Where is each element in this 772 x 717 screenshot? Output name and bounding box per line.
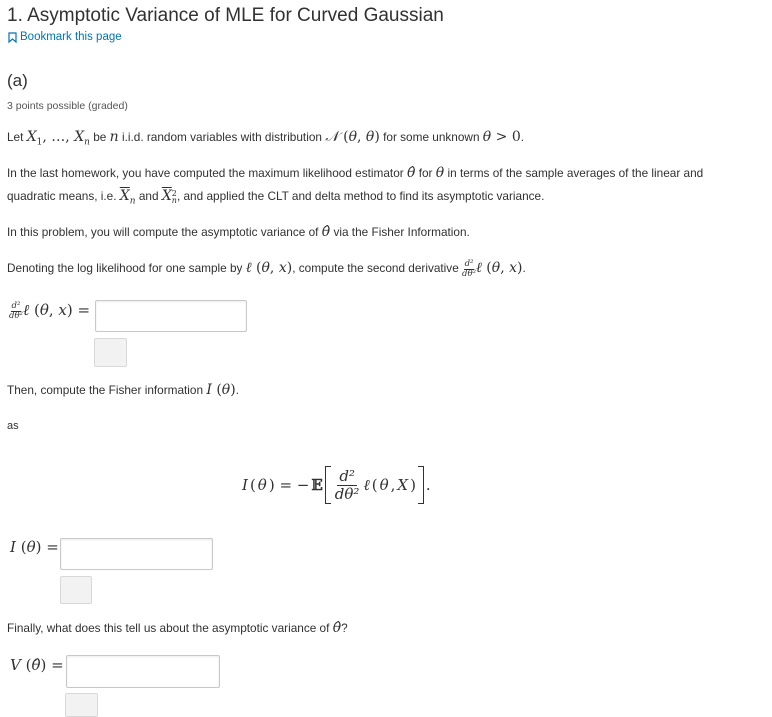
para6-text-b: ? [341, 621, 348, 635]
para2-text-d: quadratic means, i.e. [7, 189, 117, 203]
page-title: 1. Asymptotic Variance of MLE for Curved Gaussian [7, 5, 444, 26]
second-derivative-label: $\frac{\text{d²}}{\text{dθ²}}$ ℓ (θ, x) = [9, 301, 91, 321]
para5-text-a: Then, compute the Fisher information [7, 383, 204, 397]
fisher-info-input[interactable] [60, 538, 213, 570]
para3-text-a: In this problem, you will compute the asymptotic variance of [7, 225, 319, 239]
intro-for-text: for some unknown [383, 130, 480, 144]
bookmark-link[interactable] [8, 31, 122, 43]
homework-paragraph-line2: quadratic means, i.e. $\overline{X}_n$ and $\overline{X}$ 2 n , and applied the CLT and delta method to find its asymptotic variance. [7, 188, 545, 207]
homework-paragraph-line1: In the last homework, you have computed the maximum likelihood estimator θ̂ for θ in terms of the sample averages of the linear and [7, 165, 704, 181]
para2-text-e: and [138, 189, 159, 203]
variance-preview [65, 693, 98, 717]
para2-text-c: in terms of the sample averages of the linear and [447, 166, 704, 180]
variance-label: V (θ̂) = [10, 656, 64, 674]
fisher-info-preview [60, 576, 92, 604]
points-info: 3 points possible (graded) [7, 100, 128, 112]
fisher-intro-paragraph: In this problem, you will compute the asymptotic variance of θ̂ via the Fisher Information. [7, 224, 470, 240]
fisher-info-paragraph: Then, compute the Fisher information I (θ). [7, 382, 239, 398]
para4-text-a: Denoting the log likelihood for one sample by [7, 261, 243, 276]
second-derivative-input[interactable] [95, 300, 247, 332]
bookmark-icon [8, 32, 17, 43]
asymptotic-variance-paragraph: Finally, what does this tell us about the asymptotic variance of θ̂? [7, 620, 348, 636]
variance-input[interactable] [66, 655, 220, 688]
para3-text-b: via the Fisher Information. [333, 225, 470, 239]
para2-text-a: In the last homework, you have computed the maximum likelihood estimator [7, 166, 404, 180]
log-likelihood-paragraph: Denoting the log likelihood for one sample by ℓ (θ, x), compute the second derivative $\frac{\text{d²}}{\text{dθ²}}$ ℓ (θ, x). [7, 259, 526, 279]
intro-mid-text: i.i.d. random variables with distribution [121, 130, 322, 144]
part-label: (a) [7, 71, 28, 90]
para4-text-b: , compute the second derivative [292, 261, 459, 276]
fisher-info-label: I (θ) = [10, 538, 59, 556]
second-derivative-preview [94, 338, 127, 367]
para2-text-f: , and applied the CLT and delta method to find its asymptotic variance. [176, 189, 545, 203]
intro-paragraph: Let $X_1$, …, $X_n$ be n i.i.d. random variables with distribution 𝒩 (θ, θ) for some unknown θ > 0. [7, 129, 525, 148]
para6-text-a: Finally, what does this tell us about the asymptotic variance of [7, 621, 330, 635]
fisher-info-formula: I ( θ ) = − 𝔼 $\frac{\text{d²}}{\text{dθ²}}$ ℓ ( θ , X ) . [242, 466, 431, 503]
intro-be-text: be [93, 130, 107, 144]
as-label: as [7, 420, 19, 432]
para2-text-b: for [418, 166, 433, 180]
intro-prefix-text: Let [7, 130, 24, 144]
bookmark-label: Bookmark this page [20, 31, 122, 43]
